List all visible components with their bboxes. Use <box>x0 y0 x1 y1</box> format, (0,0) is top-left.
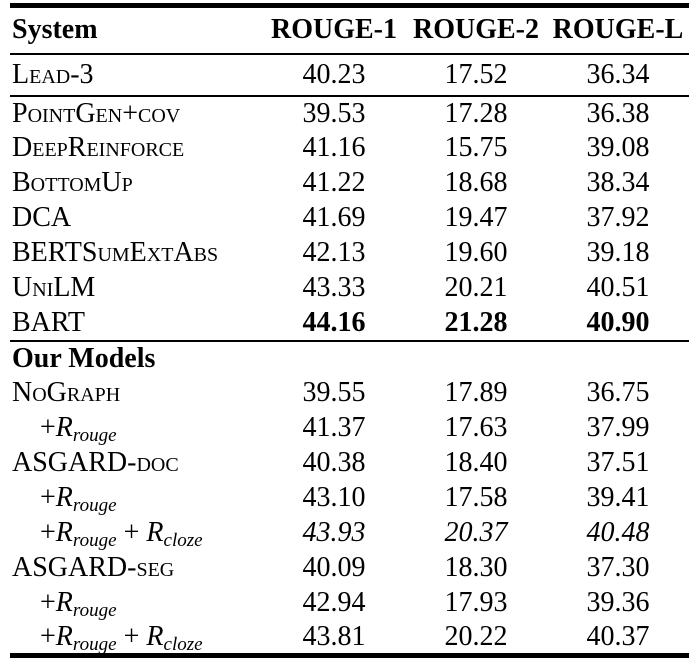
table-row-unilm <box>10 271 689 306</box>
table-section-row-our-models <box>10 341 689 376</box>
rouge-l-value: 37.51 <box>586 447 650 478</box>
system-name-math: $+R_{rouge}$ <box>40 412 117 446</box>
rouge-1-value: 43.93 <box>302 517 366 548</box>
table-row-asgard-seg-rrouge <box>10 586 689 621</box>
column-header-rouge-1: ROUGE-1 <box>271 14 397 46</box>
table-row-bottomup <box>10 166 689 201</box>
system-name: NoGraph <box>12 377 121 408</box>
table-row-dca <box>10 201 689 236</box>
rouge-1-value: 40.23 <box>302 58 366 90</box>
rouge-l-value: 40.51 <box>586 272 650 303</box>
rouge-l-value: 36.75 <box>586 377 650 408</box>
rouge-1-value: 43.10 <box>302 482 366 513</box>
rouge-2-value: 17.63 <box>444 412 508 443</box>
rouge-2-value: 18.30 <box>444 552 508 583</box>
rouge-1-value: 41.69 <box>302 202 366 233</box>
table-row-deepreinforce <box>10 131 689 166</box>
system-name-math: $+R_{rouge}$ <box>40 482 117 516</box>
rouge-2-value: 20.21 <box>444 272 508 303</box>
table-row-asgard-doc-rrouge-rcloze <box>10 516 689 551</box>
rouge-l-value: 37.92 <box>586 202 650 233</box>
system-name: Lead-3 <box>12 58 94 90</box>
rouge-2-value: 18.68 <box>444 167 508 198</box>
column-header-rouge-l: ROUGE-L <box>552 14 684 46</box>
rouge-1-value: 40.38 <box>302 447 366 478</box>
rouge-2-value: 17.52 <box>444 58 508 90</box>
rouge-1-value: 41.16 <box>302 132 366 163</box>
rouge-2-value: 20.22 <box>444 620 508 652</box>
rouge-2-value: 17.28 <box>444 97 508 129</box>
system-name: ASGARD-seg <box>12 552 175 583</box>
table-row-nograph-rrouge <box>10 411 689 446</box>
system-name-math: $+R_{rouge} + R_{cloze}$ <box>40 517 203 551</box>
rouge-1-value: 42.94 <box>302 587 366 618</box>
system-name: BottomUp <box>12 167 133 198</box>
rouge-l-value: 36.34 <box>586 58 650 90</box>
rouge-2-value: 17.58 <box>444 482 508 513</box>
rouge-1-value: 42.13 <box>302 237 366 268</box>
rouge-2-value: 19.47 <box>444 202 508 233</box>
table-row-asgard-doc <box>10 446 689 481</box>
system-name: DCA <box>12 202 72 233</box>
rouge-l-value: 39.08 <box>586 132 650 163</box>
rouge-l-value: 39.36 <box>586 587 650 618</box>
rouge-1-value: 39.55 <box>302 377 366 408</box>
rouge-l-value: 40.37 <box>586 620 650 652</box>
rouge-l-value: 37.30 <box>586 552 650 583</box>
system-name: BART <box>12 306 85 338</box>
rouge-2-value: 17.89 <box>444 377 508 408</box>
column-header-rouge-2: ROUGE-2 <box>413 14 539 46</box>
rouge-l-value: 39.41 <box>586 482 650 513</box>
rouge-1-value: 41.22 <box>302 167 366 198</box>
section-header-our-models: Our Models <box>12 342 156 374</box>
rouge-results-table <box>10 3 689 658</box>
rouge-2-value: 17.93 <box>444 587 508 618</box>
rouge-1-value: 43.33 <box>302 272 366 303</box>
rouge-l-value: 37.99 <box>586 412 650 443</box>
rouge-2-value: 19.60 <box>444 237 508 268</box>
table-row-lead-3 <box>10 54 689 96</box>
table-row-asgard-seg-rrouge-rcloze <box>10 621 689 656</box>
rouge-l-value: 38.34 <box>586 167 650 198</box>
system-name: ASGARD-doc <box>12 447 179 478</box>
table-header-row <box>10 6 689 54</box>
rouge-2-value: 20.37 <box>444 517 508 548</box>
table-row-pointgen-cov <box>10 96 689 131</box>
rouge-1-value: 41.37 <box>302 412 366 443</box>
table-row-nograph <box>10 376 689 411</box>
rouge-2-value: 21.28 <box>444 306 508 338</box>
rouge-l-value: 36.38 <box>586 97 650 129</box>
table-row-asgard-doc-rrouge <box>10 481 689 516</box>
system-name: UniLM <box>12 272 96 303</box>
rouge-2-value: 15.75 <box>444 132 508 163</box>
column-header-system: System <box>12 14 98 46</box>
system-name: PointGen+cov <box>12 97 181 129</box>
rouge-1-value: 43.81 <box>302 620 366 652</box>
rouge-1-value: 39.53 <box>302 97 366 129</box>
system-name: DeepReinforce <box>12 132 185 163</box>
rouge-1-value: 44.16 <box>302 306 366 338</box>
table-row-bart <box>10 306 689 341</box>
system-name-math: $+R_{rouge}$ <box>40 587 117 621</box>
rouge-2-value: 18.40 <box>444 447 508 478</box>
rouge-1-value: 40.09 <box>302 552 366 583</box>
rouge-l-value: 40.48 <box>586 517 650 548</box>
system-name: BERTSumExtAbs <box>12 237 219 268</box>
system-name-math: $+R_{rouge} + R_{cloze}$ <box>40 620 203 655</box>
table-row-bertsumextabs <box>10 236 689 271</box>
table-row-asgard-seg <box>10 551 689 586</box>
rouge-l-value: 40.90 <box>586 306 650 338</box>
rouge-l-value: 39.18 <box>586 237 650 268</box>
